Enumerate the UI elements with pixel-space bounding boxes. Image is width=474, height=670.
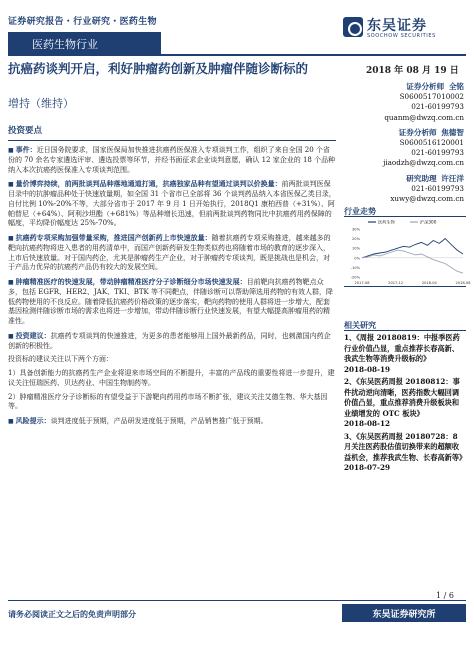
y-tick-label: 0% [354,256,360,261]
key-points-heading: 投资要点 [8,126,43,136]
analyst-1-role: 证券分析师 [406,82,445,91]
analyst-3-header [344,174,464,184]
related-item[interactable]: 2、《东吴医药周报 20180812：事件扰动逆向清晰，医药指数大幅回调价值凸显，重点推荐消费升级板块和业绩增发的 OTC 板块》 2018-08-12 [344,377,466,430]
header-divider [8,54,466,56]
key-point-focus-1: 1）具备创新能力的抗癌药生产企业将迎来市场空间的不断提升，丰富的产品线的重要性将进一步提升，建议关注恒瑞医药、贝达药业、中国生物制药等。 [8,369,335,387]
chart-divider [344,286,466,287]
related-item[interactable]: 1、《周报 20180819：中报季医药行业价值凸显，重点推荐长春高新、我武生物等消费升级标的》 2018-08-19 [344,333,466,375]
key-point-procurement: ■ 抗癌药专项采购加强带量采购，推进国产创新药上市快速放量：随着抗癌药专项采购推进，越来越多的靶向抗癌药物将进入患者的用药清单中，而国产创新药研发生物类似药也将随着市场的教育的逐步深入，上市后快速放量。对于国内药企，尤其是肿瘤药生产企业，对于肿瘤药专项谈判，既是挑战也是机会，对于产品力优异的抗癌药产品仍有较大的发展空间。 [8,233,331,272]
logo-mark-icon [343,17,363,37]
key-points-divider [8,140,336,141]
report-title: 抗癌药谈判开启，利好肿瘤药创新及肿瘤伴随诊断标的 [8,61,309,76]
key-point-risk: ■ 风险提示：谈判进度低于预期，产品研发进度低于预期，产品销售推广低于预期。 [8,416,268,425]
analyst-2-header [344,128,464,138]
related-item-date: 2018-08-12 [344,419,390,428]
chart-title: 行业走势 [344,206,376,216]
key-point-volume-price: ■ 量价博弈持续，前两批谈判品种落地通道打通，抗癌独家品种有望通过谈判以价换量：前两批谈判医保目录中的抗肿瘤品种处于快速放量期，如全国 31 个省市已全部将 36 个谈判药品纳入本省医保乙类目录，自付比例 10%-20%不等，大部分省市于 2017 年 9 月 1 日开始执行，2018Q1 康柏西普（+31%）、阿帕替尼（+64%）、阿利沙坦酯（+681%）等品种增长迅速，但前两批谈判药物同比中抗癌药用药保障的幅度，平均降价幅度达 25%-70%。 [8,179,336,228]
related-list [344,333,466,476]
related-item-date: 2018-07-29 [344,463,390,472]
x-tick-label: 2017-12 [388,281,404,285]
analyst-1-email[interactable]: quanm@dwzq.com.cn [384,112,464,122]
analyst-2-email[interactable]: jiaodzh@dwzq.com.cn [383,158,464,168]
logo-text-en: SOOCHOW SECURITIES [367,33,436,39]
company-logo [343,15,466,45]
logo-text-cn: 东吴证券 [367,18,427,34]
bullet-icon: ■ [8,235,16,242]
key-point-focus-2: 2）肿瘤精准医疗分子诊断标的有望受益于下游靶向药用药市场不断扩张，建议关注艾德生物、华大基因等。 [8,392,328,411]
analyst-3-name: 许汪洋 [441,173,464,183]
footer-divider [8,600,466,601]
analyst-1-phone: 021-60199793 [411,102,464,112]
analyst-1-name: 全铭 [448,82,464,91]
x-tick-label: 2017-08 [354,281,370,285]
analyst-1-id: S0600517010002 [399,92,464,102]
bullet-icon: ■ [8,332,16,340]
y-tick-label: 30% [352,227,360,232]
related-item-date: 2018-08-19 [344,364,390,374]
bullet-icon: ■ [8,279,16,286]
analyst-3-phone: 021-60199793 [411,183,464,193]
industry-trend-chart [344,216,471,286]
analyst-3-email[interactable]: xuwy@dwzq.com.cn [390,194,464,204]
report-rating: 增持（维持） [8,97,74,110]
analyst-2-phone: 021-60199793 [411,148,464,158]
x-tick-label: 2018-04 [421,281,437,285]
legend-label: 沪深300 [420,219,437,225]
report-date: 2018 年 08 月 19 日 [366,66,459,76]
bullet-icon: ■ [8,147,16,154]
analyst-panel [344,82,464,204]
bullet-icon: ■ [8,181,16,189]
legend-label: 医药生物 [378,219,395,225]
key-point-focus: 投资标的建议关注以下两个方面： [8,355,113,364]
footer-disclaimer: 请务必阅读正文之后的免责声明部分 [8,609,136,619]
industry-banner: 医药生物行业 [8,32,161,54]
analyst-2-role: 证券分析师 [398,127,437,137]
y-tick-label: -10% [350,265,360,270]
related-divider [344,330,466,331]
x-tick-label: 2018-08 [455,281,471,285]
analyst-1-header [344,82,464,92]
related-item[interactable]: 3、《东吴医药周报 20180728：8 月关注医药股估值切换带来的超额收益机会，推荐我武生物、长春高新等》 2018-07-29 [344,431,467,472]
footer-org: 东吴证券研究所 [342,604,466,622]
key-points-section [8,124,336,427]
analyst-2-id: S0600516120001 [399,138,464,148]
y-tick-label: -20% [350,275,360,280]
series-line [362,239,463,258]
analyst-3-role: 研究助理 [406,173,437,183]
y-tick-label: 20% [352,237,360,242]
report-breadcrumb: 证券研究报告・行业研究・医药生物 [8,17,157,27]
page-number: 1 / 6 [436,591,454,600]
analyst-2-name: 焦德智 [441,127,464,137]
related-title: 相关研究 [344,320,376,330]
key-point-event: ■ 事件：近日国务院要求，国家医保局加快推进抗癌药医保准入专项谈判工作，组织了来自全国 20 个省份的 70 余名专家遴选评审、遴选投票等环节，并经书面征求企业谈判意愿，确认 12 家企业的 18 个品种纳入本次抗癌药医保准入专项谈判范围。 [8,145,336,174]
key-point-advice: ■ 投资建议：抗癌药专项谈判的快速推进，为更多的患者能够用上国外最新药品，同时，也刺激国内药企创新的积极性。 [8,330,331,350]
bullet-icon: ■ [8,418,16,425]
key-point-precision: ■ 肿瘤精准医疗的快速发展，带动肿瘤精准医疗分子诊断细分市场快速发展：目前靶向抗癌药物靶点众多，包括 EGFR、HER2、JAK、TKI、BTK 等不同靶点，伴随诊断可以帮助筛选用药物的有效人群，降低药物使用的不良反应。随着降低抗癌药价格政策的逐步落实，靶向药物的使用人群将进一步增大，配套基因检测伴随诊断市场的需求也将进一步增加，带动伴随诊断行业快速发展，有望大幅提高肿瘤用药的精准性。 [8,277,334,325]
trend-chart-svg [344,217,471,287]
y-tick-label: 10% [352,246,360,251]
